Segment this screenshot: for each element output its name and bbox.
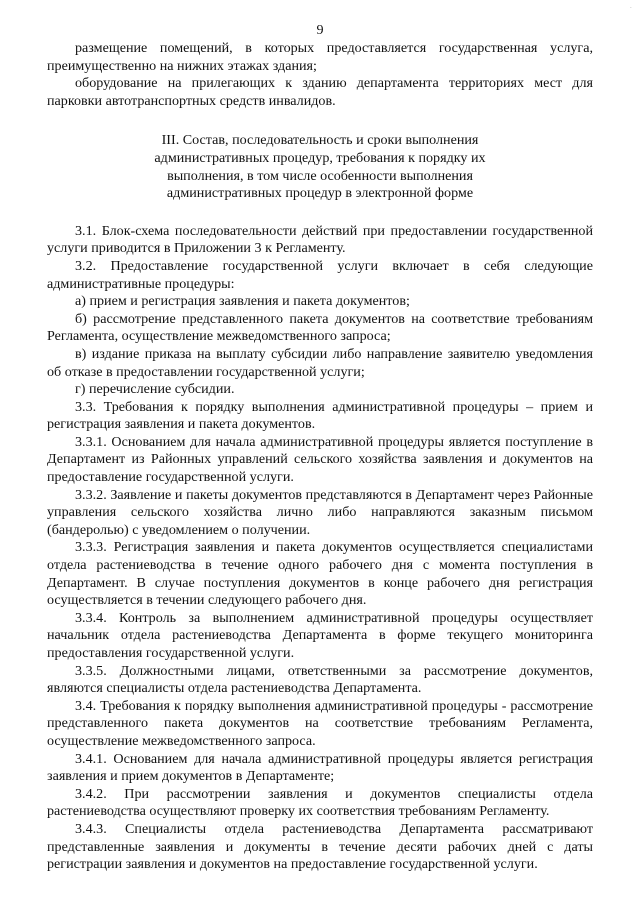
paragraph-3-3-5: 3.3.5. Должностными лицами, ответственными за рассмотрение документов, являются специалисты отдела растениеводства Департамента.: [47, 662, 593, 697]
section-heading-line-3: выполнения, в том числе особенности выполнения: [167, 167, 473, 184]
section-heading-line-2: административных процедур, требования к порядку их: [154, 149, 486, 166]
paragraph-3-1: 3.1. Блок-схема последовательности действий при предоставлении государственной услуги приводится в Приложении 3 к Регламенту.: [47, 222, 593, 257]
intro-paragraph-2: оборудование на прилегающих к зданию департамента территориях мест для парковки автотранспортных средств инвалидов.: [47, 75, 593, 109]
list-item-a: а) прием и регистрация заявления и пакета документов;: [75, 293, 410, 310]
paragraph-3-3-1: 3.3.1. Основанием для начала административной процедуры является поступление в Департамент из Районных управлений сельского хозяйства заявления и документов на предоставление государственной услуги.: [47, 433, 593, 486]
paragraph-3-3-2: 3.3.2. Заявление и пакеты документов представляются в Департамент через Районные управления сельского хозяйства лично либо направляются заказным письмом (бандеролью) с уведомлением о получении.: [47, 486, 593, 538]
paragraph-3-4-3: 3.4.3. Специалисты отдела растениеводства Департамента рассматривают представленные заявления и документы в течение десяти рабочих дней с даты регистрации заявления и документов на предоставление государственной услуги.: [47, 820, 593, 873]
section-heading-line-4: административных процедур в электронной форме: [166, 185, 474, 202]
list-item-g: г) перечисление субсидии.: [75, 381, 235, 398]
intro-paragraph-1: размещение помещений, в которых предоставляется государственная услуга, преимущественно на нижних этажах здания;: [47, 40, 593, 74]
paragraph-3-2: 3.2. Предоставление государственной услуги включает в себя следующие административные процедуры:: [47, 257, 593, 292]
paragraph-3-4: 3.4. Требования к порядку выполнения административной процедуры - рассмотрение представленного пакета документов на соответствие требованиям Регламента, осуществление межведомственного запроса.: [47, 697, 593, 749]
section-heading-line-1: III. Состав, последовательность и сроки выполнения: [161, 132, 479, 149]
page-corner-mark: ·: [629, 4, 632, 12]
paragraph-3-4-2: 3.4.2. При рассмотрении заявления и документов специалисты отдела растениеводства осуществляют проверку их соответствия требованиям Регламенту.: [47, 785, 593, 820]
list-item-v: в) издание приказа на выплату субсидии либо направление заявителю уведомления об отказе в предоставлении государственной услуги;: [47, 345, 593, 380]
page-number: 9: [316, 22, 324, 38]
paragraph-3-3: 3.3. Требования к порядку выполнения административной процедуры – прием и регистрация заявления и пакета документов.: [47, 398, 593, 433]
paragraph-3-4-1: 3.4.1. Основанием для начала административной процедуры является регистрация заявления и прием документов в Департаменте;: [47, 750, 593, 785]
list-item-b: б) рассмотрение представленного пакета документов на соответствие требованиям Регламента, осуществление межведомственного запроса;: [47, 310, 593, 345]
paragraph-3-3-4: 3.3.4. Контроль за выполнением административной процедуры осуществляет начальник отдела растениеводства Департамента в форме текущего мониторинга предоставления государственной услуги.: [47, 609, 593, 661]
section-heading: [47, 132, 593, 202]
paragraph-3-3-3: 3.3.3. Регистрация заявления и пакета документов осуществляется специалистами отдела растениеводства в течение одного рабочего дня с момента поступления в Департамент. В случае поступления документов в конце рабочего дня регистрация осуществляется в течении следующего рабочего дня.: [47, 539, 593, 609]
document-page: [47, 22, 593, 874]
